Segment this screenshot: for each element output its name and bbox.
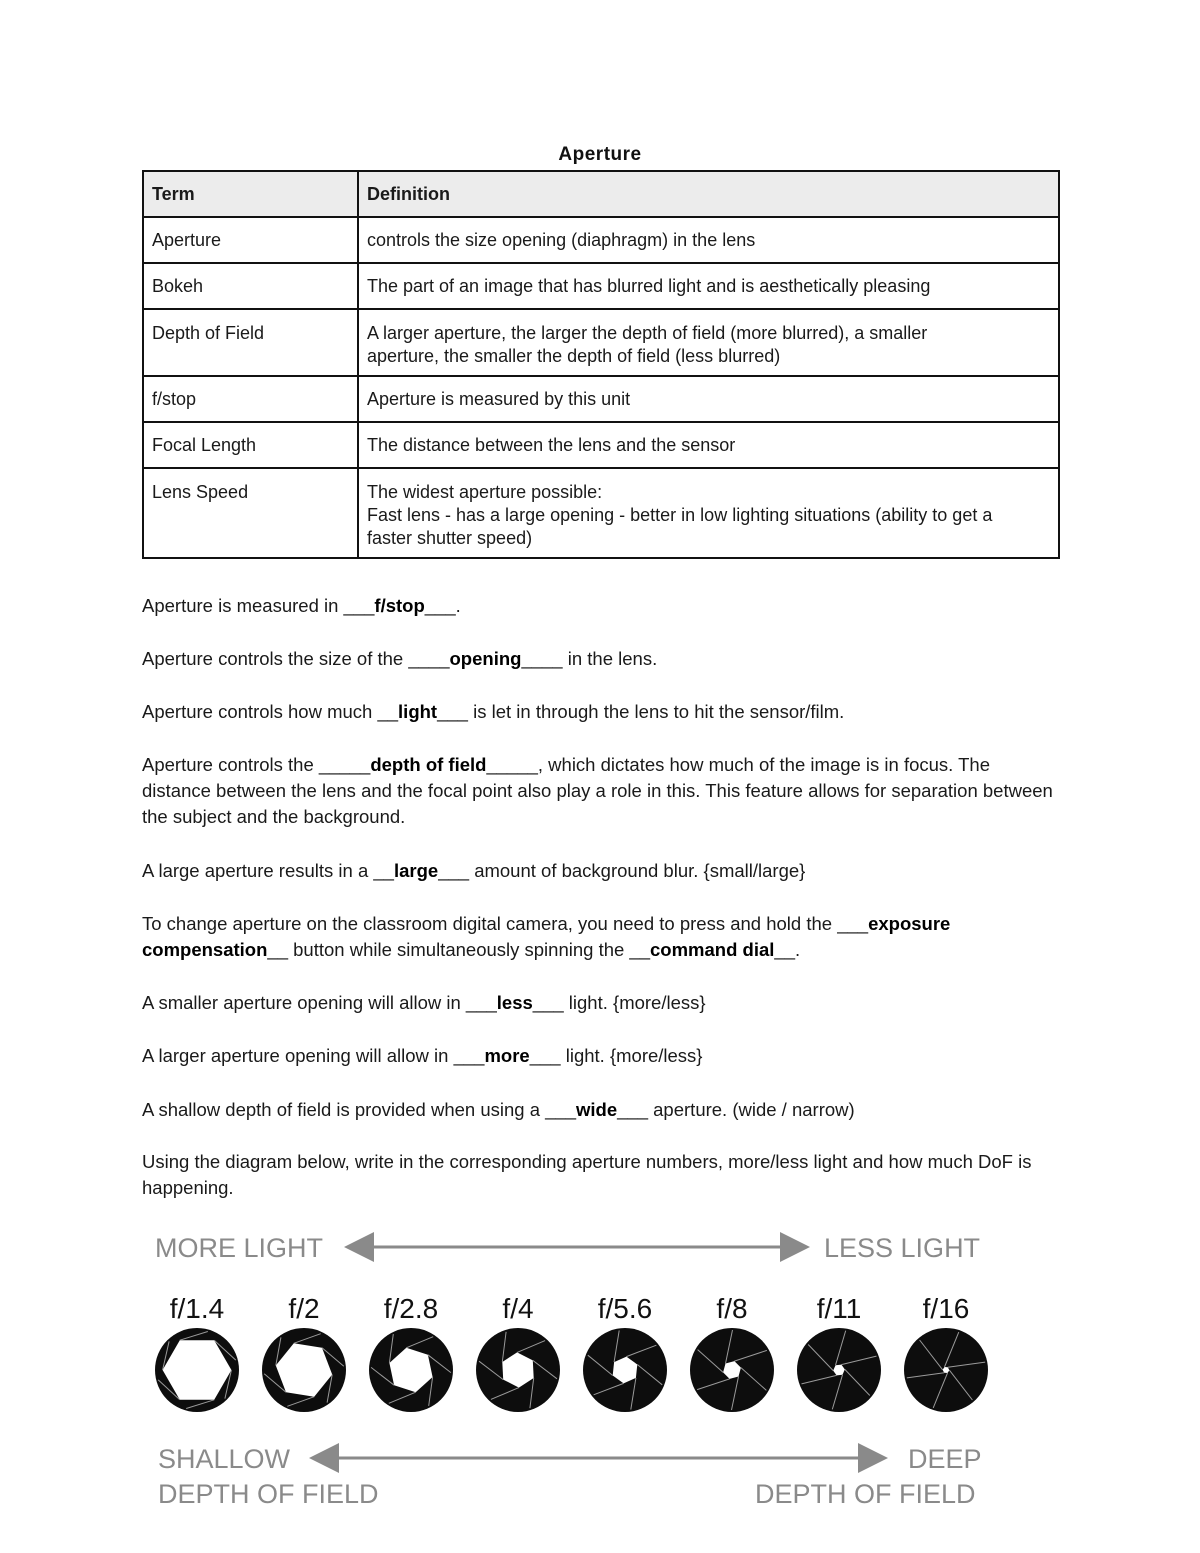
definition-line: controls the size opening (diaphragm) in the lens: [367, 229, 756, 250]
question-measured-in: [142, 593, 1062, 619]
aperture-iris-icon: [476, 1328, 560, 1412]
answer-text: more: [484, 1045, 530, 1066]
fstop-label: f/16: [922, 1293, 970, 1324]
table-row: [143, 263, 1059, 309]
fstop-label: f/8: [716, 1293, 748, 1324]
definition-line: The part of an image that has blurred light and is aesthetically pleasing: [367, 275, 931, 296]
aperture-iris-icon: [369, 1328, 453, 1412]
answer-text: depth of field: [370, 754, 487, 775]
question-text: To change aperture on the classroom digital camera, you need to press and hold the ___: [142, 913, 869, 934]
aperture-iris-icon: [904, 1328, 988, 1412]
question-text: ___ light. {more/less}: [532, 992, 706, 1013]
question-text: ___ aperture. (wide / narrow): [617, 1099, 855, 1120]
fstop-label: f/2.8: [383, 1293, 439, 1324]
aperture-irises: [155, 1328, 988, 1412]
fstop-label: f/11: [816, 1293, 862, 1324]
question-how-much-light: [142, 699, 1062, 725]
definition-cell: [358, 263, 1059, 309]
term-cell: Lens Speed: [143, 468, 358, 558]
term-cell: Aperture: [143, 217, 358, 263]
definition-line: The distance between the lens and the sensor: [367, 434, 736, 455]
question-text: Using the diagram below, write in the corresponding aperture numbers, more/less light and how much DoF is happening.: [142, 1151, 1032, 1198]
question-text: A large aperture results in a __: [142, 860, 394, 881]
answer-text: exposure compensation: [142, 913, 951, 960]
question-smaller-aperture: [142, 990, 1062, 1016]
deep-label: DEEP: [908, 1444, 982, 1474]
definition-line: A larger aperture, the larger the depth of field (more blurred), a smaller: [367, 323, 928, 343]
aperture-iris-icon: [690, 1328, 774, 1412]
question-text: _____, which dictates how much of the image is in focus. The distance between the lens and the focal point also play a role in this. This feature allows for separation between the subject and the background.: [142, 754, 1053, 827]
term-cell: f/stop: [143, 376, 358, 422]
fstop-label: f/2: [288, 1293, 320, 1324]
more-light-label: MORE LIGHT: [155, 1233, 324, 1263]
question-background-blur: [142, 858, 1062, 884]
question-text: Aperture controls the size of the ____: [142, 648, 450, 669]
question-text: Aperture controls how much __: [142, 701, 399, 722]
aperture-diagram: [140, 1225, 1010, 1515]
table-row: [143, 217, 1059, 263]
shallow-dof-label: DEPTH OF FIELD: [158, 1479, 379, 1509]
definition-cell: [358, 217, 1059, 263]
question-depth-of-field: [142, 752, 1062, 830]
question-shallow-dof: [142, 1097, 1062, 1123]
fstop-label: f/1.4: [169, 1293, 225, 1324]
term-cell: Bokeh: [143, 263, 358, 309]
answer-text: light: [398, 701, 438, 722]
question-text: A larger aperture opening will allow in ___: [142, 1045, 485, 1066]
question-text: A shallow depth of field is provided when using a ___: [142, 1099, 577, 1120]
answer-text: command dial: [650, 939, 775, 960]
question-text: ___ is let in through the lens to hit the sensor/film.: [437, 701, 845, 722]
definition-line: Fast lens - has a large opening - better in low lighting situations (ability to get a: [367, 505, 993, 525]
definition-cell: [358, 309, 1059, 376]
question-size-opening: [142, 646, 1062, 672]
question-text: ___ amount of background blur. {small/large}: [438, 860, 806, 881]
definition-line: faster shutter speed): [367, 528, 533, 548]
question-text: ___ light. {more/less}: [529, 1045, 703, 1066]
fstop-label: f/4: [502, 1293, 534, 1324]
question-diagram-instructions: [142, 1149, 1062, 1201]
aperture-iris-icon: [797, 1328, 881, 1412]
answer-text: wide: [576, 1099, 618, 1120]
table-row: [143, 468, 1059, 558]
header-term: Term: [143, 171, 358, 217]
question-text: Aperture is measured in ___: [142, 595, 375, 616]
definition-cell: [358, 376, 1059, 422]
term-cell: Focal Length: [143, 422, 358, 468]
question-text: Aperture controls the _____: [142, 754, 371, 775]
question-text: A smaller aperture opening will allow in ___: [142, 992, 497, 1013]
definition-line: The widest aperture possible:: [367, 482, 603, 502]
question-text: ___.: [424, 595, 461, 616]
table-row: [143, 376, 1059, 422]
aperture-diagram-svg: [140, 1225, 1010, 1515]
question-text: __.: [774, 939, 801, 960]
header-definition: Definition: [358, 171, 1059, 217]
answer-text: less: [496, 992, 533, 1013]
definition-cell: [358, 468, 1059, 558]
answer-text: f/stop: [374, 595, 425, 616]
less-light-label: LESS LIGHT: [824, 1233, 981, 1263]
question-text: __ button while simultaneously spinning the __: [267, 939, 651, 960]
terms-table: [142, 170, 1060, 559]
definition-cell: [358, 422, 1059, 468]
table-header-row: [143, 171, 1059, 217]
page-title: Aperture: [558, 144, 642, 165]
table-row: [143, 422, 1059, 468]
definition-line: Aperture is measured by this unit: [367, 388, 631, 409]
question-text: ____ in the lens.: [521, 648, 658, 669]
question-larger-aperture: [142, 1043, 1062, 1069]
table-row: [143, 309, 1059, 376]
deep-dof-label: DEPTH OF FIELD: [755, 1479, 976, 1509]
answer-text: large: [393, 860, 439, 881]
aperture-iris-icon: [262, 1328, 346, 1412]
fstop-labels: [170, 1293, 970, 1324]
term-cell: Depth of Field: [143, 309, 358, 376]
question-camera-controls: [142, 911, 1062, 963]
definition-line: aperture, the smaller the depth of field (less blurred): [367, 346, 781, 366]
shallow-label: SHALLOW: [158, 1444, 291, 1474]
aperture-iris-icon: [583, 1328, 667, 1412]
answer-text: opening: [449, 648, 522, 669]
fstop-label: f/5.6: [597, 1293, 653, 1324]
aperture-iris-icon: [155, 1328, 239, 1412]
